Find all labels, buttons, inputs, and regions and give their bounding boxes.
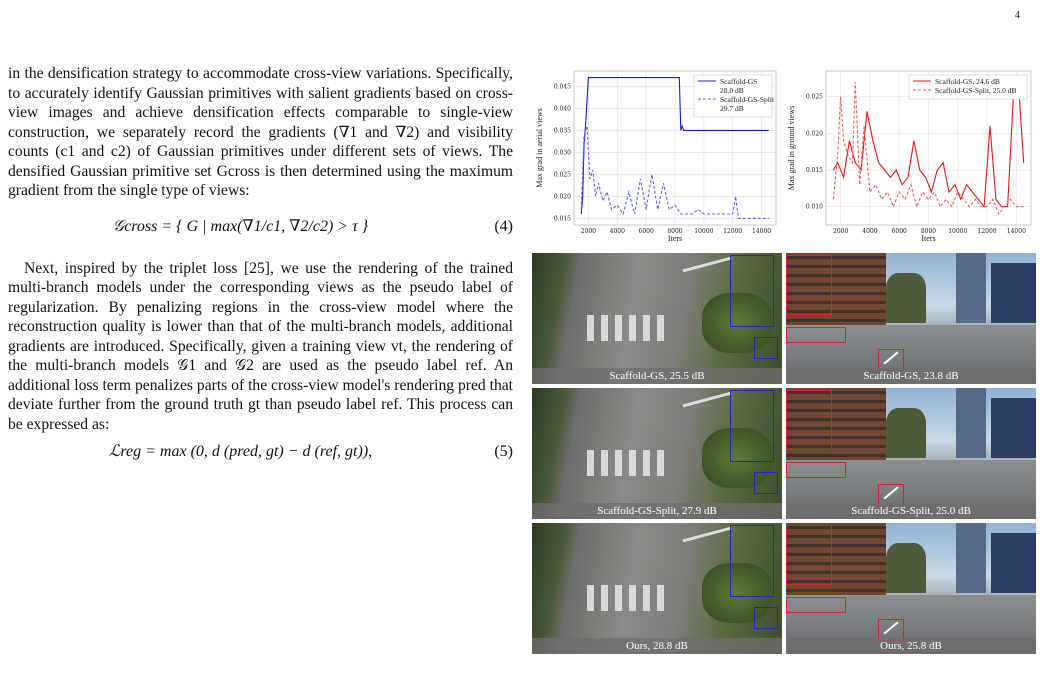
- aerial-view-image: [532, 253, 782, 384]
- x-tick-label: 8000: [920, 228, 937, 235]
- x-tick-label: 8000: [667, 228, 683, 235]
- legend-label-0: Scaffold-GS 28.0 dB: [720, 77, 758, 95]
- x-tick-label: 4000: [609, 228, 625, 235]
- x-tick-label: 14000: [1006, 228, 1026, 235]
- y-tick-label: 0.015: [805, 167, 823, 174]
- x-tick-label: 10000: [948, 228, 968, 235]
- ground-view-image: [786, 253, 1036, 384]
- y-axis-label: Max grad in aerial views: [535, 108, 544, 188]
- figure-row-2: [532, 523, 1037, 654]
- aerial-caption: Scaffold-GS-Split, 27.9 dB: [532, 503, 782, 519]
- equation-4: [8, 201, 513, 259]
- ground-caption: Scaffold-GS, 23.8 dB: [786, 368, 1036, 384]
- y-tick-label: 0.025: [553, 171, 571, 179]
- x-tick-label: 4000: [862, 228, 878, 235]
- ground-caption: Scaffold-GS-Split, 25.0 dB: [786, 503, 1036, 519]
- paragraph-1: in the densification strategy to accommodate cross-view variations. Specifically, to accurately identify Gaussian primitives with salient gradients based on cross-view images and achieve densification effects comparable to single-view construction, we separately record the gradients (∇1 and ∇2) and visibility counts (c1 and c2) of Gaussian primitives under different sets of views. The densified Gaussian primitive set Gcross is then determined using the maximum gradient from the single type of views:: [8, 65, 513, 199]
- figure-row-1: [532, 388, 1037, 519]
- y-tick-label: 0.010: [805, 203, 823, 211]
- x-axis-label: Iters: [667, 234, 683, 243]
- y-axis-label: Max grad in ground views: [787, 105, 796, 191]
- y-tick-label: 0.035: [553, 127, 571, 135]
- legend-label-1: Scaffold-GS-Split, 25.0 dB: [935, 86, 1017, 95]
- paragraph-2: Next, inspired by the triplet loss [25], we use the rendering of the trained multi-branch models under the corresponding views as the pseudo label of regularization. By penalizing regions in the cross-view model where the reconstruction quality is lower than that of the multi-branch models, additional gradients are introduced. Specifically, given a training view vt, the rendering of the multi-branch models 𝒢1 and 𝒢2 are used as the pseudo label ref. An additional loss term penalizes parts of the cross-view model's rendering pred that deviate further from the ground truth gt than pseudo label ref. This process can be expressed as:: [8, 259, 513, 433]
- y-tick-label: 0.045: [553, 83, 571, 91]
- y-tick-label: 0.015: [553, 215, 571, 223]
- y-tick-label: 0.020: [553, 193, 571, 201]
- y-tick-label: 0.040: [553, 105, 571, 113]
- aerial-caption: Scaffold-GS, 25.5 dB: [532, 368, 782, 384]
- equation-5-number: (5): [494, 443, 513, 460]
- equation-5-body: ℒreg = max (0, d (pred, gt) − d (ref, gt)),: [108, 443, 373, 460]
- page-number: 4: [1015, 10, 1020, 21]
- legend-label-0: Scaffold-GS, 24.6 dB: [935, 77, 1000, 86]
- equation-4-number: (4): [494, 217, 513, 235]
- ground-view-image: [786, 388, 1036, 519]
- x-tick-label: 2000: [833, 228, 849, 235]
- ground-view-image: [786, 523, 1036, 654]
- figure: [532, 65, 1037, 657]
- aerial-view-image: [532, 523, 782, 654]
- x-tick-label: 6000: [891, 228, 907, 235]
- x-tick-label: 2000: [580, 228, 597, 235]
- x-tick-label: 6000: [638, 228, 654, 235]
- equation-5: [8, 434, 513, 474]
- text-column: [8, 64, 513, 474]
- x-tick-label: 10000: [694, 228, 714, 235]
- equation-4-body: 𝒢cross = { G | max(∇1/c1, ∇2/c2) > τ }: [112, 217, 369, 235]
- x-tick-label: 14000: [752, 228, 772, 235]
- aerial-caption: Ours, 28.8 dB: [532, 638, 782, 654]
- y-tick-label: 0.030: [553, 149, 571, 157]
- legend-label-1: Scaffold-GS-Split 29.7 dB: [720, 95, 775, 113]
- y-tick-label: 0.025: [805, 93, 823, 101]
- x-tick-label: 12000: [723, 228, 743, 235]
- aerial-view-image: [532, 388, 782, 519]
- x-tick-label: 12000: [977, 228, 997, 235]
- ground-grad-chart: [784, 65, 1037, 247]
- x-axis-label: Iters: [921, 234, 936, 243]
- ground-caption: Ours, 25.8 dB: [786, 638, 1036, 654]
- y-tick-label: 0.020: [805, 130, 823, 138]
- figure-row-0: [532, 253, 1037, 384]
- aerial-grad-chart: [532, 65, 782, 247]
